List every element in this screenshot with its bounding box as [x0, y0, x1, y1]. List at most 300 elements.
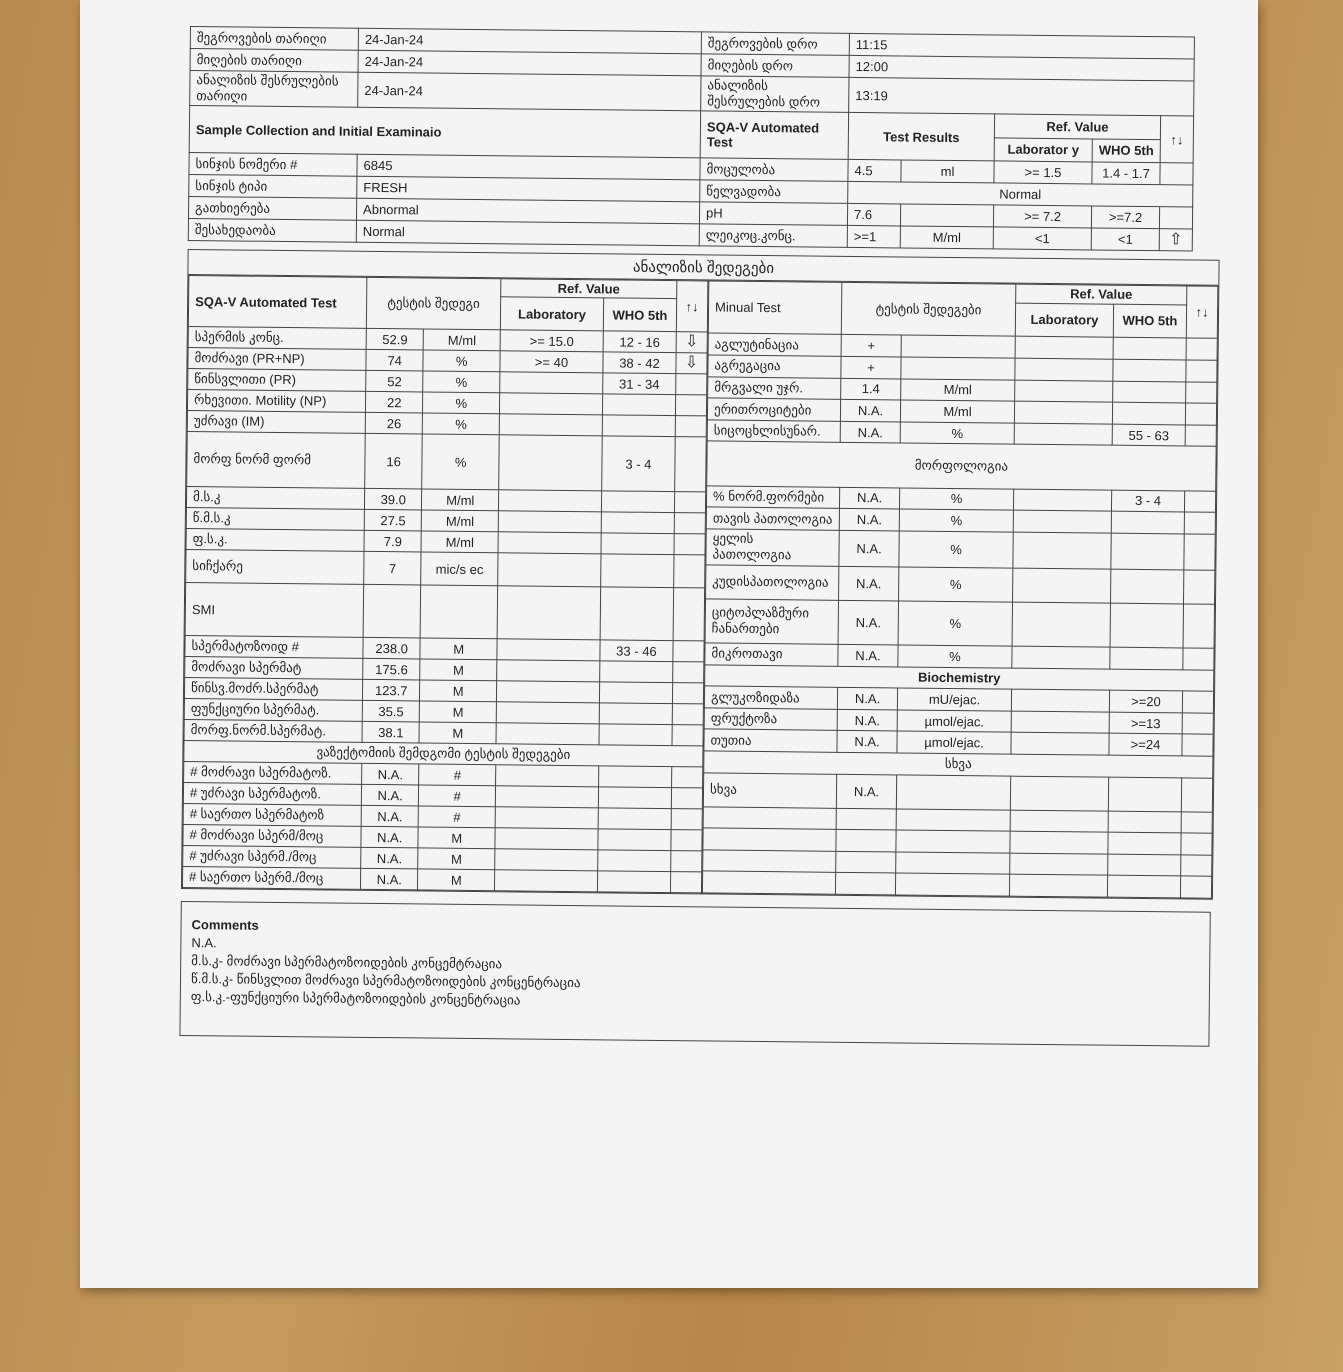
row-lab-ref — [1014, 423, 1112, 446]
row-unit: mU/ejac. — [897, 688, 1011, 711]
row-label: სპერმატოზოიდ # — [185, 635, 363, 658]
row-lab-ref — [498, 553, 601, 587]
ph-unit — [900, 204, 993, 227]
row-value: 16 — [365, 433, 423, 489]
row-lab-ref — [1011, 711, 1109, 734]
row-flag — [1184, 570, 1215, 604]
row-value: N.A. — [361, 847, 419, 869]
row-label: # უძრავი სპერმატოზ. — [183, 782, 361, 805]
sample-type-value: FRESH — [357, 176, 700, 202]
row-flag — [674, 492, 705, 513]
row-lab-ref — [497, 660, 600, 682]
ph-value: 7.6 — [847, 203, 900, 226]
laboratory-header: Laborator y — [994, 137, 1092, 162]
row-flag — [1183, 648, 1214, 670]
row-who-ref — [601, 554, 674, 588]
row-lab-ref — [498, 532, 601, 554]
row-who-ref: >=24 — [1109, 734, 1182, 756]
row-flag — [1184, 534, 1215, 570]
row-flag — [1185, 425, 1216, 447]
receive-time-label: მიღების დრო — [701, 54, 849, 78]
row-value: 123.7 — [362, 679, 420, 701]
empty-cell — [1108, 832, 1181, 854]
empty-cell — [1010, 810, 1108, 833]
analysis-time-label: ანალიზის შესრულების დრო — [701, 76, 849, 113]
empty-cell — [896, 775, 1010, 810]
empty-cell — [1181, 855, 1212, 877]
empty-cell — [1180, 876, 1211, 898]
row-unit — [901, 357, 1015, 380]
row-label: # საერთო სპერმატოზ — [183, 803, 361, 826]
row-value: 35.5 — [362, 700, 420, 722]
row-value: 238.0 — [363, 637, 421, 659]
row-lab-ref — [499, 435, 603, 491]
manual-result-header: ტესტის შედეგები — [841, 282, 1016, 336]
row-value: + — [841, 356, 901, 378]
empty-cell — [495, 828, 598, 850]
row-label: # საერთო სპერმ./მოც — [182, 866, 360, 889]
row-flag — [1182, 734, 1213, 756]
row-label: წინსვლითი (PR) — [188, 368, 366, 391]
empty-cell — [836, 829, 896, 851]
row-label: სხვა — [703, 773, 836, 808]
row-unit — [421, 585, 498, 639]
leukocyte-who-ref: <1 — [1091, 228, 1159, 251]
ph-lab-ref: >= 7.2 — [993, 205, 1091, 228]
empty-cell — [496, 765, 599, 787]
empty-cell — [671, 788, 702, 809]
row-value: N.A. — [839, 487, 899, 509]
row-unit: mic/s ec — [421, 552, 498, 586]
row-who-ref: 33 - 46 — [600, 640, 673, 662]
row-flag — [1182, 691, 1213, 713]
row-unit: % — [423, 350, 500, 372]
row-who-ref — [602, 415, 675, 437]
row-label: წინსვ.მოძრ.სპერმატ — [184, 677, 362, 700]
liquefaction-label: გათხიერება — [188, 196, 356, 220]
empty-cell — [1181, 811, 1212, 833]
empty-cell — [896, 873, 1010, 896]
row-label: რხევითი. Motility (NP) — [187, 389, 365, 412]
row-label: უძრავი (IM) — [187, 410, 365, 433]
row-unit: # — [419, 806, 496, 828]
row-value: N.A. — [840, 400, 900, 422]
row-flag — [672, 725, 703, 746]
row-unit: M — [418, 869, 495, 891]
comments-title: Comments — [191, 917, 259, 933]
row-unit: % — [422, 434, 499, 490]
row-unit: % — [899, 567, 1013, 602]
empty-cell — [671, 830, 702, 851]
row-flag — [674, 534, 705, 555]
empty-cell — [598, 787, 671, 809]
volume-label: მოცულობა — [700, 158, 848, 182]
row-label: თავის პათოლოგია — [706, 507, 839, 530]
leukocyte-value: >=1 — [847, 225, 900, 248]
row-label: ფუნქციური სპერმატ. — [184, 698, 362, 721]
row-value: N.A. — [361, 805, 419, 827]
row-flag — [1182, 713, 1213, 735]
row-value: 52.9 — [366, 328, 424, 350]
row-lab-ref — [496, 681, 599, 703]
appearance-label: შესახედაობა — [188, 218, 356, 242]
volume-lab-ref: >= 1.5 — [994, 161, 1092, 184]
row-unit: M — [419, 722, 496, 744]
test-results-header: Test Results — [848, 112, 994, 161]
row-lab-ref — [1013, 489, 1111, 512]
row-lab-ref: >= 40 — [500, 351, 603, 373]
row-label: # მოძრავი სპერმ/მოც — [183, 824, 361, 847]
row-flag — [672, 683, 703, 704]
row-value: N.A. — [836, 774, 896, 809]
empty-cell — [598, 850, 671, 872]
row-lab-ref — [1015, 337, 1113, 360]
row-value: 26 — [365, 412, 423, 434]
result-header: ტესტის შედეგი — [366, 277, 501, 329]
row-label: სიცოცხლისუნარ. — [707, 420, 840, 443]
row-unit: % — [423, 371, 500, 393]
row-who-ref: 3 - 4 — [1111, 490, 1184, 512]
row-label: მიკროთავი — [705, 643, 838, 666]
row-value: 7 — [364, 551, 422, 585]
row-lab-ref — [496, 723, 599, 745]
row-who-ref — [599, 724, 672, 746]
row-who-ref — [1110, 603, 1183, 648]
empty-cell — [836, 808, 896, 830]
row-lab-ref — [1011, 689, 1109, 712]
laboratory-header: Laboratory — [500, 297, 603, 331]
row-label: ციტოპლაზმური ჩანართები — [705, 599, 838, 645]
row-who-ref — [1110, 647, 1183, 669]
row-unit: M — [418, 848, 495, 870]
empty-cell — [599, 766, 672, 788]
empty-cell — [597, 871, 670, 893]
empty-cell — [672, 767, 703, 788]
row-lab-ref — [1013, 510, 1111, 533]
ref-value-header: Ref. Value — [501, 279, 677, 299]
leukocyte-label: ლეიკოც.კონც. — [699, 224, 847, 248]
analysis-results — [181, 249, 1220, 900]
row-who-ref — [602, 394, 675, 416]
empty-cell — [836, 851, 896, 873]
row-value: N.A. — [837, 731, 897, 753]
row-lab-ref — [497, 586, 601, 640]
receive-time-value: 12:00 — [849, 55, 1194, 81]
row-flag — [672, 704, 703, 725]
row-who-ref: 3 - 4 — [602, 436, 676, 492]
row-flag — [675, 437, 707, 492]
row-label: წ.მ.ს.კ — [186, 507, 364, 530]
ph-flag — [1159, 207, 1192, 229]
arrow-down-icon: ⇩ — [676, 353, 707, 374]
row-label: ფრუქტოზა — [704, 708, 837, 731]
row-label: თუთია — [704, 729, 837, 752]
arrow-up-icon: ⇧ — [1159, 229, 1192, 251]
sort-icon[interactable]: ↑↓ — [1186, 286, 1218, 339]
row-label: ფ.ს.კ. — [186, 528, 364, 551]
row-lab-ref — [500, 372, 603, 394]
appearance-value: Normal — [356, 220, 699, 246]
row-label: მ.ს.კ — [186, 486, 364, 509]
row-label: მოძრავი (PR+NP) — [188, 347, 366, 370]
row-flag — [1186, 338, 1217, 360]
manual-lab-header: Laboratory — [1015, 303, 1113, 338]
row-value: N.A. — [362, 763, 420, 785]
row-unit: M/ml — [901, 379, 1015, 402]
paper-sheet — [80, 0, 1258, 1288]
comment-line: ფ.ს.კ.-ფუნქციური სპერმატოზოიდების კონცენტრაცია — [190, 989, 521, 1008]
empty-cell — [1107, 875, 1180, 897]
row-lab-ref — [499, 414, 602, 436]
row-label: სპერმის კონც. — [188, 326, 366, 349]
row-flag — [1186, 360, 1217, 382]
comment-line: N.A. — [191, 935, 217, 951]
empty-cell — [495, 807, 598, 829]
comment-line: მ.ს.კ- მოძრავი სპერმატოზოიდების კონცემტრაცია — [191, 953, 503, 972]
row-unit: % — [899, 531, 1013, 568]
row-who-ref: 38 - 42 — [603, 352, 676, 374]
empty-cell — [835, 873, 895, 895]
volume-unit: ml — [901, 160, 994, 183]
row-who-ref — [601, 512, 674, 534]
ref-value-header: Ref. Value — [994, 114, 1160, 139]
leukocyte-unit: M/ml — [900, 226, 993, 249]
leukocyte-lab-ref: <1 — [993, 227, 1091, 250]
collection-date-label: შეგროვების თარიღი — [190, 27, 358, 51]
comment-line: წ.მ.ს.კ- წინსვლით მოძრავი სპერმატოზოიდების კონცენტრაცია — [190, 971, 581, 991]
morphology-title: მორფოლოგია — [707, 441, 1216, 491]
analysis-date-label: ანალიზის შესრულების თარიღი — [190, 71, 358, 108]
table-row — [185, 582, 705, 640]
row-who-ref — [1113, 381, 1186, 403]
row-who-ref — [599, 682, 672, 704]
row-unit: M/ml — [901, 400, 1015, 423]
collection-table — [188, 26, 1195, 252]
row-label: SMI — [185, 582, 364, 637]
empty-cell — [1108, 811, 1181, 833]
sample-number-label: სინჯის ნომერი # — [189, 152, 357, 176]
empty-cell — [495, 849, 598, 871]
empty-cell — [495, 786, 598, 808]
manual-results-table — [702, 280, 1218, 898]
analysis-time-value: 13:19 — [849, 77, 1194, 116]
row-value: 22 — [365, 391, 423, 413]
liquefaction-value: Abnormal — [356, 198, 699, 224]
row-who-ref — [600, 661, 673, 683]
row-who-ref — [601, 533, 674, 555]
empty-cell — [670, 872, 701, 893]
empty-cell — [671, 851, 702, 872]
empty-cell — [896, 852, 1010, 875]
who-header: WHO 5th — [1092, 138, 1160, 162]
row-label: მორფ.ნორმ.სპერმატ. — [184, 719, 362, 742]
row-who-ref — [1111, 511, 1184, 533]
row-value: N.A. — [837, 688, 897, 710]
row-label: ერითროციტები — [707, 398, 840, 421]
row-value: 39.0 — [364, 488, 422, 510]
row-value: N.A. — [837, 709, 897, 731]
row-flag — [673, 662, 704, 683]
row-lab-ref — [496, 702, 599, 724]
row-value: N.A. — [839, 509, 899, 531]
row-label: კუდისპათოლოგია — [706, 565, 839, 600]
analysis-date-value: 24-Jan-24 — [358, 72, 701, 111]
sample-number-value: 6845 — [357, 154, 700, 180]
row-label: მორფ ნორმ ფორმ — [187, 431, 366, 488]
empty-cell — [703, 850, 836, 873]
table-row — [703, 773, 1212, 812]
row-unit: M — [420, 638, 497, 660]
row-who-ref — [1113, 359, 1186, 381]
row-unit: M/ml — [421, 531, 498, 553]
row-lab-ref — [1014, 401, 1112, 424]
empty-cell — [598, 829, 671, 851]
row-who-ref — [600, 587, 674, 641]
table-row — [182, 866, 701, 892]
other-title: სხვა — [704, 751, 1213, 778]
row-who-ref: >=20 — [1109, 690, 1182, 712]
empty-cell — [1181, 778, 1212, 812]
row-lab-ref — [1015, 380, 1113, 403]
row-who-ref — [1111, 533, 1184, 570]
row-unit: µmol/ejac. — [897, 731, 1011, 754]
row-who-ref — [1113, 338, 1186, 360]
row-value: 38.1 — [362, 721, 420, 743]
row-label: ყელის პათოლოგია — [706, 529, 839, 566]
table-row — [706, 529, 1215, 570]
row-flag — [1183, 604, 1214, 649]
row-flag — [675, 416, 706, 437]
table-row — [186, 549, 705, 587]
sort-icon[interactable]: ↑↓ — [676, 281, 708, 332]
empty-cell — [896, 830, 1010, 853]
row-lab-ref — [498, 490, 601, 512]
row-lab-ref — [1012, 646, 1110, 669]
empty-cell — [1181, 833, 1212, 855]
table-row — [702, 871, 1211, 898]
row-value: 52 — [366, 370, 424, 392]
empty-cell — [1010, 776, 1108, 811]
row-flag — [673, 641, 704, 662]
row-unit: % — [899, 509, 1013, 532]
collection-time-value: 11:15 — [849, 33, 1194, 59]
row-unit: % — [898, 601, 1012, 646]
sample-section-title: Sample Collection and Initial Examinaio — [189, 106, 700, 158]
row-who-ref: 55 - 63 — [1112, 424, 1185, 446]
table-row — [706, 565, 1215, 604]
row-value: N.A. — [840, 421, 900, 443]
manual-ref-header: Ref. Value — [1016, 284, 1187, 304]
row-unit: M — [420, 659, 497, 681]
empty-cell — [671, 809, 702, 830]
biochemistry-title: Biochemistry — [705, 665, 1214, 692]
row-label: # უძრავი სპერმ./მოც — [183, 845, 361, 868]
row-flag — [674, 513, 705, 534]
row-lab-ref — [497, 639, 600, 661]
row-lab-ref — [1015, 358, 1113, 381]
row-value: + — [841, 335, 901, 357]
empty-cell — [703, 828, 836, 851]
sqa-header: SQA-V Automated Test — [188, 276, 367, 329]
row-who-ref — [1112, 402, 1185, 424]
row-unit: M — [420, 680, 497, 702]
row-who-ref: 12 - 16 — [603, 331, 676, 353]
sqa-test-header: SQA-V Automated Test — [700, 111, 848, 160]
row-value: 1.4 — [841, 378, 901, 400]
row-lab-ref — [1012, 602, 1110, 647]
manual-header: Minual Test — [708, 281, 842, 335]
vasectomy-title: ვაზექტომიის შემდგომი ტესტის შედეგები — [184, 740, 703, 766]
row-unit: % — [900, 488, 1014, 511]
receive-date-label: მიღების თარიღი — [190, 49, 358, 73]
manual-who-header: WHO 5th — [1113, 304, 1186, 339]
volume-who-ref: 1.4 - 1.7 — [1092, 162, 1160, 185]
row-value: N.A. — [839, 530, 899, 567]
row-unit: M/ml — [424, 329, 501, 351]
row-unit: M — [420, 701, 497, 723]
row-value: 27.5 — [364, 509, 422, 531]
row-flag — [673, 588, 705, 641]
row-unit: % — [423, 392, 500, 414]
receive-date-value: 24-Jan-24 — [358, 50, 701, 76]
sample-type-label: სინჯის ტიპი — [189, 174, 357, 198]
row-who-ref: 31 - 34 — [603, 373, 676, 395]
row-value: 7.9 — [364, 530, 422, 552]
viscosity-value: Normal — [848, 181, 1193, 207]
row-flag — [676, 374, 707, 395]
row-flag — [1184, 512, 1215, 534]
collection-time-label: შეგროვების დრო — [701, 32, 849, 56]
ph-label: pH — [699, 202, 847, 226]
empty-cell — [598, 808, 671, 830]
row-value — [363, 584, 421, 638]
row-unit: # — [419, 764, 496, 786]
row-label: აგლუტინაცია — [708, 333, 841, 356]
table-row — [705, 599, 1214, 649]
row-who-ref — [601, 491, 674, 513]
row-unit: M/ml — [422, 489, 499, 511]
comments-box — [179, 901, 1210, 1047]
row-lab-ref — [1013, 568, 1111, 603]
empty-cell — [494, 870, 597, 892]
row-value: N.A. — [360, 868, 418, 890]
sqa-results-table — [182, 275, 708, 893]
row-label: მრგვალი უჯრ. — [708, 377, 841, 400]
row-label: აგრეგაცია — [708, 355, 841, 378]
row-unit: # — [419, 785, 496, 807]
row-value: N.A. — [838, 644, 898, 666]
empty-cell — [1010, 831, 1108, 854]
row-value: N.A. — [361, 784, 419, 806]
row-unit: µmol/ejac. — [897, 710, 1011, 733]
table-row — [187, 431, 707, 491]
row-label: მოძრავი სპერმატ — [185, 656, 363, 679]
sort-icon[interactable]: ↑↓ — [1160, 116, 1193, 163]
empty-cell — [1108, 854, 1181, 876]
row-lab-ref — [499, 393, 602, 415]
row-unit — [901, 335, 1015, 358]
row-unit: % — [900, 422, 1014, 445]
empty-cell — [896, 809, 1010, 832]
row-lab-ref — [1013, 532, 1111, 569]
row-label: # მოძრავი სპერმატოზ. — [184, 761, 362, 784]
collection-date-value: 24-Jan-24 — [358, 28, 701, 54]
row-value: 175.6 — [363, 658, 421, 680]
row-unit: M/ml — [422, 510, 499, 532]
row-value: N.A. — [838, 600, 899, 645]
row-lab-ref: >= 15.0 — [500, 330, 603, 352]
arrow-down-icon: ⇩ — [676, 332, 707, 353]
